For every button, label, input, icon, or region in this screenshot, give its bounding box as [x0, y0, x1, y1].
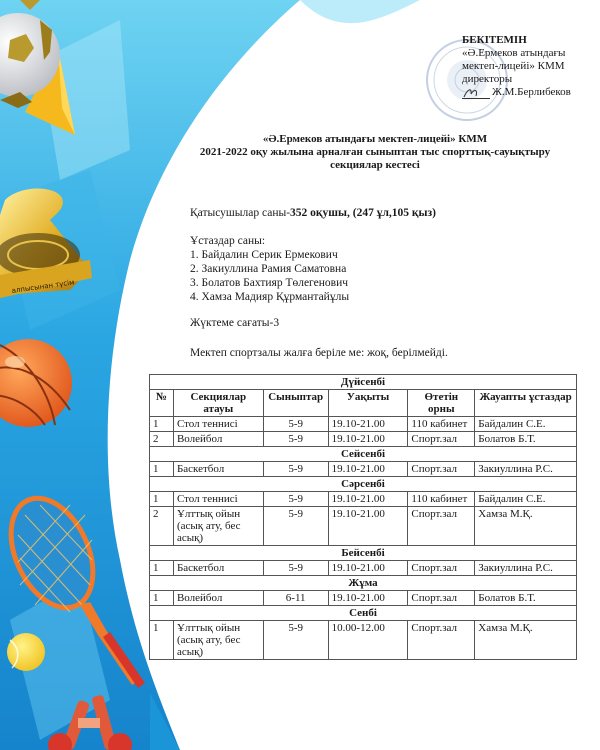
signature-mark — [462, 86, 490, 99]
teachers-block — [190, 234, 349, 304]
col-header-name: Секциялар атауы — [173, 390, 263, 417]
cell-place: Спорт.зал — [408, 561, 475, 576]
document-title — [160, 133, 590, 172]
table-row — [150, 462, 577, 477]
cell-name: Стол теннисі — [173, 492, 263, 507]
signer-name: Ж.М.Берлибеков — [492, 86, 571, 98]
day-row — [150, 447, 577, 462]
cell-teacher: Болатов Б.Т. — [475, 432, 577, 447]
day-row — [150, 606, 577, 621]
table-row — [150, 621, 577, 660]
title-line-2: 2021-2022 оқу жылына арналған сыныптан тыс спорттық-сауықтыру — [199, 146, 551, 158]
cell-num: 1 — [150, 591, 174, 606]
cell-name: Волейбол — [173, 432, 263, 447]
cell-teacher: Хамза М.Қ. — [475, 507, 577, 546]
cell-place: 110 кабинет — [408, 417, 475, 432]
cell-num: 1 — [150, 462, 174, 477]
day-label: Дүйсенбі — [150, 375, 577, 390]
schedule-table — [149, 374, 577, 660]
teacher-item: 4. Хамза Мадияр Құрмантайұлы — [190, 291, 350, 303]
table-row — [150, 507, 577, 546]
cell-num: 1 — [150, 492, 174, 507]
cell-teacher: Байдалин С.Е. — [475, 492, 577, 507]
cell-name: Ұлттық ойын (асық ату, бес асық) — [173, 621, 263, 660]
cell-time: 19.10-21.00 — [328, 591, 408, 606]
cell-grade: 5-9 — [263, 492, 328, 507]
cell-teacher: Байдалин С.Е. — [475, 417, 577, 432]
day-label: Сенбі — [150, 606, 577, 621]
cell-place: Спорт.зал — [408, 432, 475, 447]
approval-block — [462, 34, 571, 99]
signature-line — [462, 86, 571, 99]
title-line-1: «Ә.Ермеков атындағы мектеп-лицейі» КММ — [262, 133, 488, 145]
col-header-time: Уақыты — [328, 390, 408, 417]
cell-grade: 5-9 — [263, 507, 328, 546]
day-row — [150, 546, 577, 561]
col-header-num: № — [150, 390, 174, 417]
day-row — [150, 375, 577, 390]
cell-place: Спорт.зал — [408, 507, 475, 546]
cell-num: 1 — [150, 417, 174, 432]
cell-time: 19.10-21.00 — [328, 432, 408, 447]
cell-time: 19.10-21.00 — [328, 462, 408, 477]
day-row — [150, 477, 577, 492]
cell-grade: 6-11 — [263, 591, 328, 606]
col-header-teacher: Жауапты ұстаздар — [475, 390, 577, 417]
approval-heading: БЕКІТЕМІН — [462, 34, 527, 46]
day-label: Сейсенбі — [150, 447, 577, 462]
table-row — [150, 417, 577, 432]
cell-num: 1 — [150, 621, 174, 660]
table-row — [150, 492, 577, 507]
cell-time: 10.00-12.00 — [328, 621, 408, 660]
cell-name: Ұлттық ойын (асық ату, бес асық) — [173, 507, 263, 546]
approval-line-2: мектеп-лицейі» КММ — [462, 60, 565, 72]
header-row — [150, 390, 577, 417]
cell-time: 19.10-21.00 — [328, 507, 408, 546]
cell-num: 2 — [150, 432, 174, 447]
cell-place: Спорт.зал — [408, 591, 475, 606]
teacher-item: 2. Закиуллина Рамия Саматовна — [190, 263, 347, 275]
cell-place: 110 кабинет — [408, 492, 475, 507]
cell-name: Баскетбол — [173, 561, 263, 576]
day-label: Сәрсенбі — [150, 477, 577, 492]
col-header-place: Өтетін орны — [408, 390, 475, 417]
cell-time: 19.10-21.00 — [328, 561, 408, 576]
title-line-3: секциялар кестесі — [330, 159, 420, 171]
cell-name: Баскетбол — [173, 462, 263, 477]
table-row — [150, 591, 577, 606]
cell-place: Спорт.зал — [408, 462, 475, 477]
cell-grade: 5-9 — [263, 561, 328, 576]
cell-time: 19.10-21.00 — [328, 492, 408, 507]
cell-grade: 5-9 — [263, 417, 328, 432]
day-label: Жұма — [150, 576, 577, 591]
cell-grade: 5-9 — [263, 462, 328, 477]
cell-grade: 5-9 — [263, 432, 328, 447]
cell-teacher: Болатов Б.Т. — [475, 591, 577, 606]
cell-grade: 5-9 — [263, 621, 328, 660]
cell-place: Спорт.зал — [408, 621, 475, 660]
approval-line-1: «Ә.Ермеков атындағы — [462, 47, 566, 59]
approval-line-3: директоры — [462, 73, 513, 85]
participants-label: Қатысушылар саны- — [190, 207, 291, 219]
cell-name: Стол теннисі — [173, 417, 263, 432]
gym-rent-note: Мектеп спортзалы жалға беріле ме: жоқ, берілмейді. — [190, 347, 448, 359]
cell-teacher: Закиуллина Р.С. — [475, 561, 577, 576]
cell-time: 19.10-21.00 — [328, 417, 408, 432]
cell-num: 2 — [150, 507, 174, 546]
cell-teacher: Хамза М.Қ. — [475, 621, 577, 660]
table-row — [150, 432, 577, 447]
load-hours: Жүктеме сағаты-3 — [190, 317, 280, 329]
day-row — [150, 576, 577, 591]
teacher-item: 3. Болатов Бахтияр Төлегенович — [190, 277, 349, 289]
cell-num: 1 — [150, 561, 174, 576]
tennis-ball-image — [7, 633, 45, 671]
participants-line — [190, 206, 436, 220]
participants-value: 352 оқушы, (247 ұл,105 қыз) — [290, 207, 436, 219]
cell-name: Волейбол — [173, 591, 263, 606]
teacher-item: 1. Байдалин Серик Ермекович — [190, 249, 338, 261]
day-label: Бейсенбі — [150, 546, 577, 561]
trophy-text: алпысынан түсім — [11, 278, 75, 295]
col-header-grade: Сыныптар — [263, 390, 328, 417]
cell-teacher: Закиуллина Р.С. — [475, 462, 577, 477]
teachers-label: Ұстаздар саны: — [190, 235, 266, 247]
table-row — [150, 561, 577, 576]
